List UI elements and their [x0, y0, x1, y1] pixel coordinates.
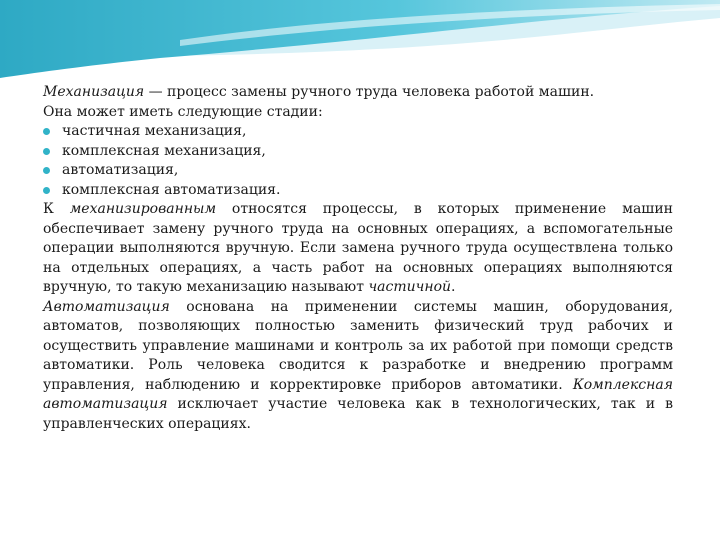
paragraph-mechanized-processes: [43, 200, 673, 298]
list-item-text: частичная механизация,: [62, 123, 247, 139]
bullet-icon: [43, 167, 50, 174]
paragraph-body: основана на применении системы машин, оборудования, автоматов, позволяющих полностью заменить физический труд рабочих и осуществить управление машинами и контроль за их работой при помощи средств автоматики. Роль человека сводится к разработке и внедрению программ управления, наблюдению и корректировке приборов автоматики.: [43, 298, 673, 393]
list-item-text: автоматизация,: [62, 162, 179, 178]
list-item: [43, 181, 673, 201]
term-mechanization: Механизация: [43, 84, 145, 100]
stages-intro: Она может иметь следующие стадии:: [43, 103, 323, 120]
paragraph-end: исключает участие человека как в технологических, так и в управленческих операциях.: [43, 396, 673, 432]
term-mechanized: механизированным: [69, 201, 217, 217]
bullet-icon: [43, 187, 50, 194]
term-partial: частичной: [368, 279, 452, 295]
header-wave-decoration: [0, 0, 720, 90]
list-item-text: комплексная автоматизация.: [62, 181, 281, 198]
paragraph-body: относятся процессы, в которых применение машин обеспечивает замену ручного труда на основных операциях, а вспомогательные операции выполняются вручную. Если замена ручного труда осуществлена только на отдельных операциях, а часть работ на основных операциях выполняются вручную, то такую механизацию называют: [43, 201, 673, 295]
paragraph-automation: [43, 298, 673, 435]
list-item-text: комплексная механизация,: [62, 142, 266, 159]
slide-content: [43, 83, 673, 434]
paragraph-end: .: [451, 279, 456, 295]
definition-text: — процесс замены ручного труда человека работой машин.: [144, 84, 595, 100]
bullet-icon: [43, 128, 50, 135]
list-item: [43, 161, 673, 181]
stages-list: [43, 122, 673, 200]
bullet-icon: [43, 148, 50, 155]
list-item: [43, 142, 673, 162]
term-automation: Автоматизация: [43, 298, 170, 315]
paragraph-lead: К: [43, 201, 70, 217]
term-complex-automation: Комплексная автоматизация: [43, 376, 673, 412]
paragraph-mechanization-definition: [43, 83, 673, 103]
list-item: [43, 122, 673, 142]
